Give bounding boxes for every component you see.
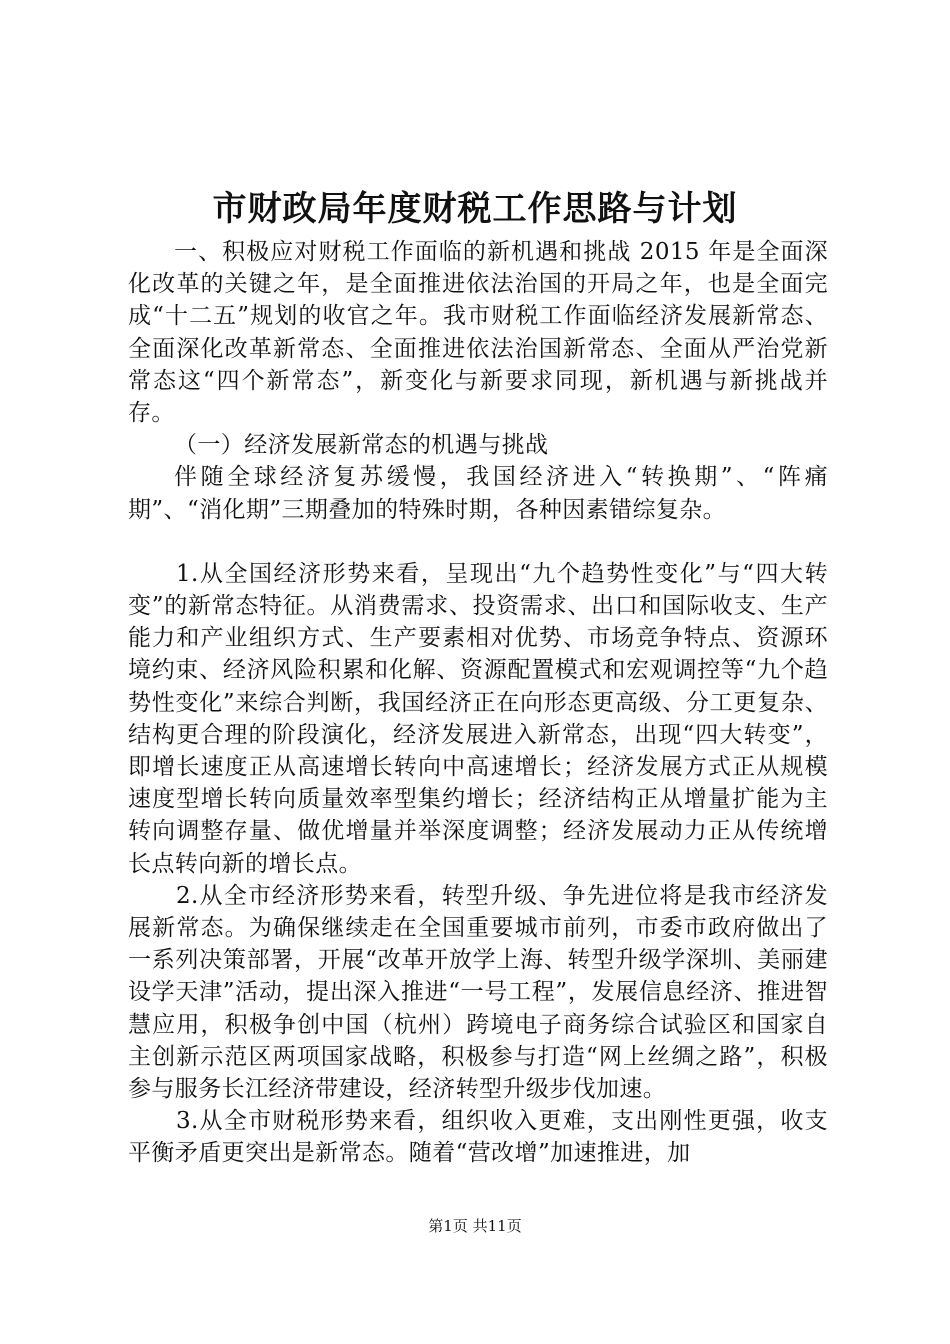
paragraph-intro: 一、积极应对财税工作面临的新机遇和挑战 2015 年是全面深化改革的关键之年，是全面推进依法治国的开局之年，也是全面完成“十二五”规划的收官之年。我市财税工作面临经济发展新常态、全面深化改革新常态、全面推进依法治国新常态、全面从严治党新常态这“四个新常态”，新变化与新要求同现，新机遇与新挑战并存。	[128, 239, 828, 427]
document-body	[128, 236, 828, 1170]
paragraph-background: 伴随全球经济复苏缓慢，我国经济进入“转换期”、“阵痛期”、“消化期”三期叠加的特殊时期，各种因素错综复杂。	[128, 464, 828, 523]
page-footer: 第1页 共11页	[428, 1217, 522, 1235]
paragraph-item-1: 1.从全国经济形势来看，呈现出“九个趋势性变化”与“四大转变”的新常态特征。从消费需求、投资需求、出口和国际收支、生产能力和产业组织方式、生产要素相对优势、市场竞争特点、资源环境约束、经济风险积累和化解、资源配置模式和宏观调控等“九个趋势性变化”来综合判断，我国经济正在向形态更高级、分工更复杂、结构更合理的阶段演化，经济发展进入新常态，出现“四大转变”，即增长速度正从高速增长转向中高速增长；经济发展方式正从规模速度型增长转向质量效率型集约增长；经济结构正从增量扩能为主转向调整存量、做优增量并举深度调整；经济发展动力正从传统增长点转向新的增长点。	[128, 560, 828, 877]
section-heading-1: （一）经济发展新常态的机遇与挑战	[174, 432, 549, 459]
paragraph-item-2: 2.从全市经济形势来看，转型升级、争先进位将是我市经济发展新常态。为确保继续走在全国重要城市前列，市委市政府做出了一系列决策部署，开展“改革开放学上海、转型升级学深圳、美丽建设学天津”活动，提出深入推进“一号工程”，发展信息经济、推进智慧应用，积极争创中国（杭州）跨境电子商务综合试验区和国家自主创新示范区两项国家战略，积极参与打造“网上丝绸之路”，积极参与服务长江经济带建设，经济转型升级步伐加速。	[128, 882, 828, 1103]
document-title: 市财政局年度财税工作思路与计划	[212, 189, 738, 229]
paragraph-item-3: 3.从全市财税形势来看，组织收入更难，支出刚性更强，收支平衡矛盾更突出是新常态。随着“营改增”加速推进，加	[128, 1108, 828, 1167]
